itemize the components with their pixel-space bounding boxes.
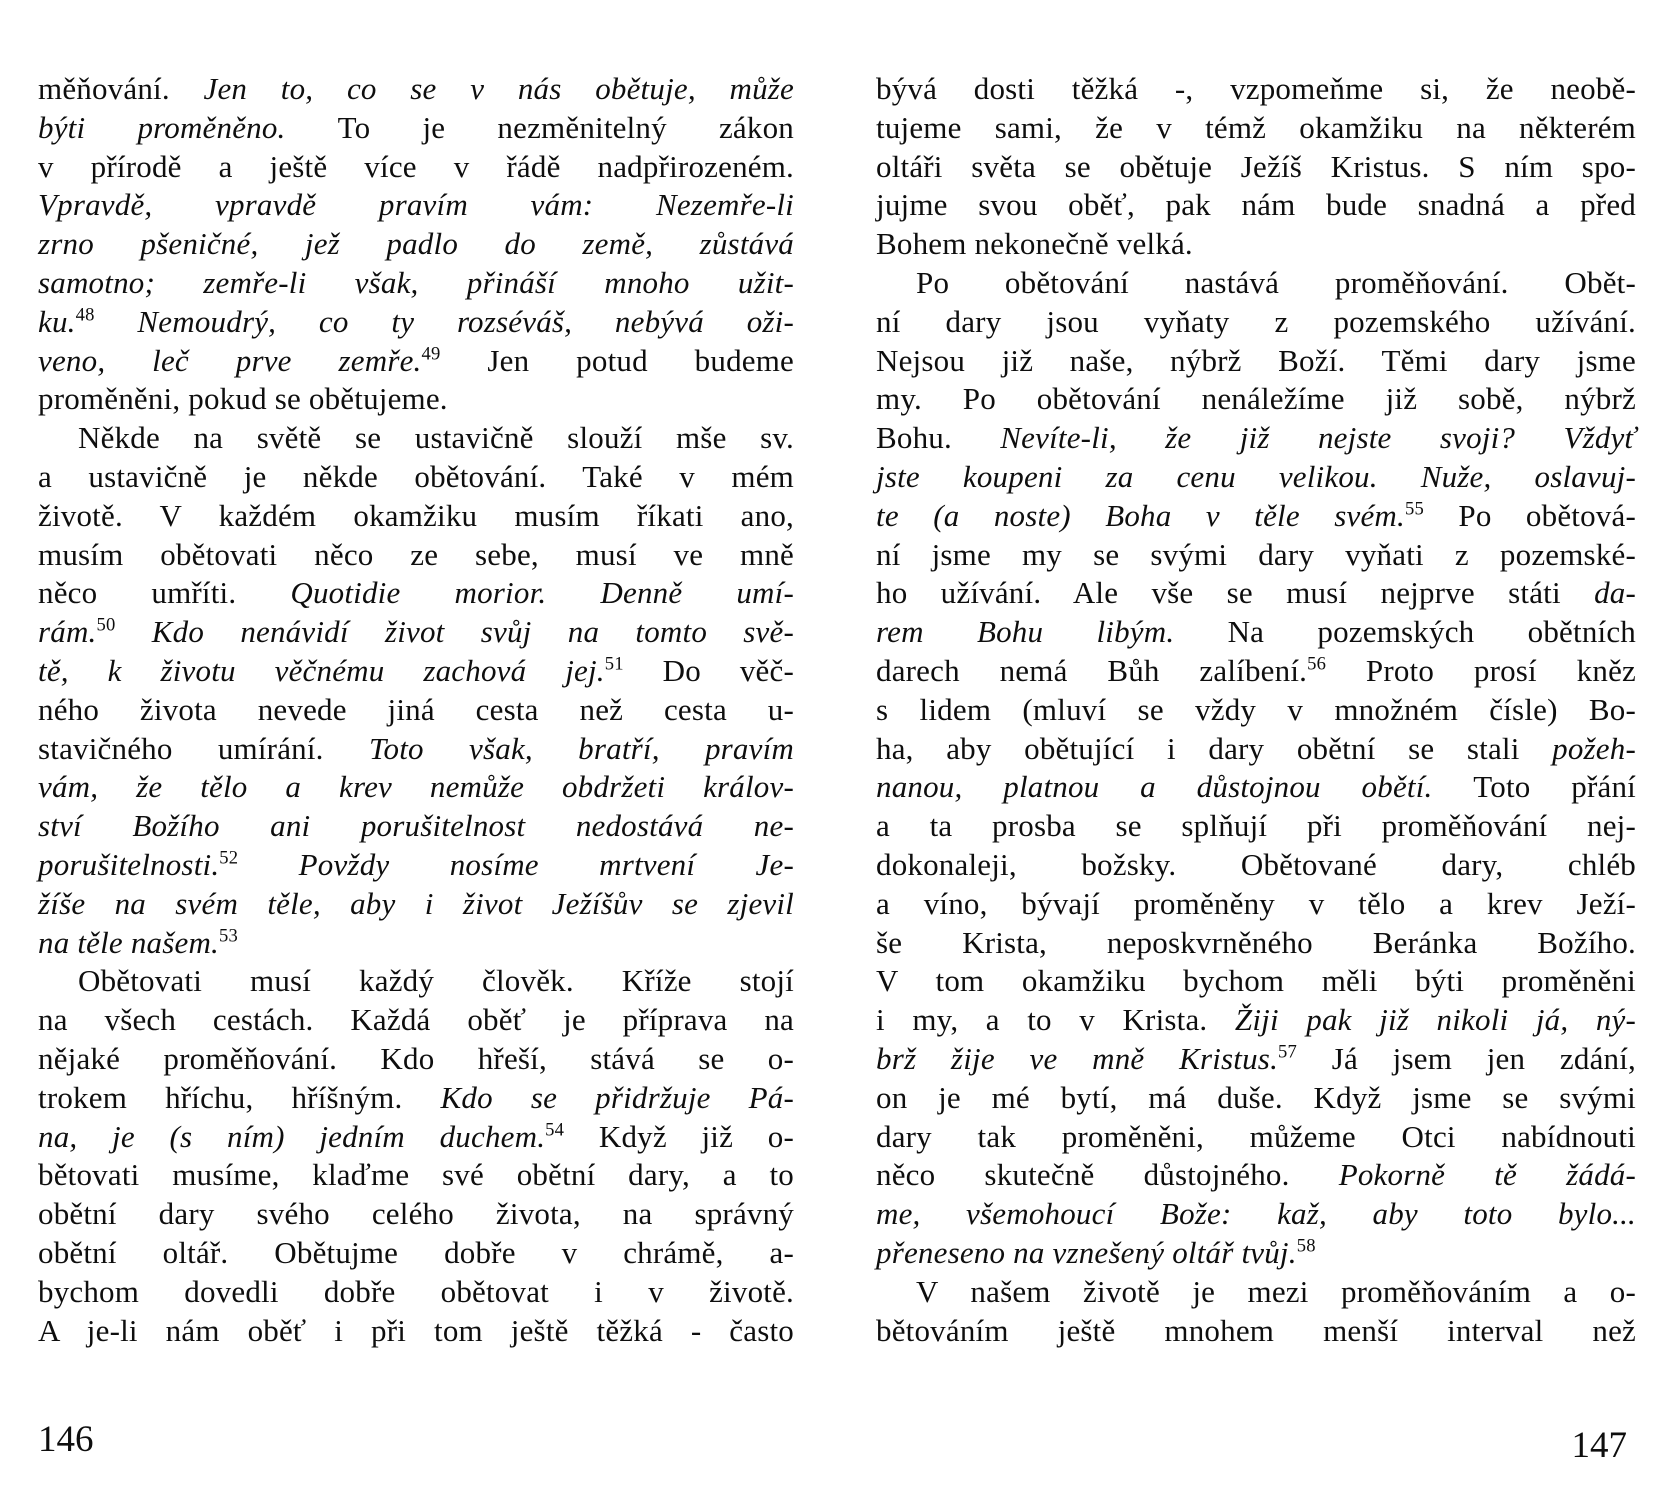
text-segment: veno, leč prve zemře. [38, 342, 422, 378]
footnote-reference: 55 [1404, 498, 1424, 520]
text-segment: ní jsme my se svými dary vyňati z pozemské- [876, 536, 1636, 572]
text-segment: me, všemohoucí Bože: kaž, aby toto bylo... [876, 1196, 1636, 1232]
text-segment: bychom dovedli dobře obětovat i v životě. [38, 1273, 794, 1309]
text-segment: zrno pšeničné, jež padlo do země, zůstává [38, 226, 794, 262]
footnote-reference: 50 [96, 614, 116, 636]
text-line [38, 380, 794, 419]
text-line [876, 924, 1636, 963]
text-segment: To je nezměnitelný zákon [337, 109, 794, 145]
text-segment: Pokorně tě žádá- [1338, 1157, 1636, 1193]
text-segment: on je mé bytí, má duše. Když jsme se svými [876, 1079, 1636, 1115]
text-segment: Po obětování nastává proměňování. Obět- [916, 264, 1636, 300]
text-segment: še Krista, neposkvrněného Beránka Božího. [876, 924, 1636, 960]
text-line [38, 303, 794, 342]
text-segment: Proto prosí kněz [1326, 652, 1636, 688]
text-segment: Jen potud budeme [440, 342, 794, 378]
text-line [38, 807, 794, 846]
text-line [876, 1079, 1636, 1118]
text-segment: brž žije ve mně Kristus. [876, 1040, 1279, 1076]
text-segment: proměněni, pokud se obětujeme. [38, 381, 448, 417]
text-segment: v přírodě a ještě více v řádě nadpřirozeném. [38, 148, 794, 184]
text-line [876, 768, 1636, 807]
text-segment: rám. [38, 614, 97, 650]
text-line [38, 652, 794, 691]
text-line [38, 1040, 794, 1079]
text-segment: darech nemá Bůh zalíbení. [876, 652, 1308, 688]
text-segment: musím obětovati něco ze sebe, musí ve mně [38, 536, 794, 572]
text-line [38, 148, 794, 187]
text-segment: vám, že tělo a krev nemůže obdržeti králov- [38, 769, 794, 805]
text-segment: dokonaleji, božsky. Obětované dary, chléb [876, 846, 1636, 882]
text-line [38, 536, 794, 575]
text-segment: ství Božího ani porušitelnost nedostává ne- [38, 808, 794, 844]
text-line [876, 885, 1636, 924]
text-line [876, 1312, 1636, 1351]
text-segment: bětovati musíme, klaďme své obětní dary, a to [38, 1157, 794, 1193]
text-segment: dary tak proměněni, můžeme Otci nabídnouti [876, 1118, 1636, 1154]
text-segment: přeneseno na vznešený oltář tvůj. [876, 1234, 1297, 1270]
text-line [876, 536, 1636, 575]
text-segment: Žiji pak již nikoli já, ný- [1234, 1002, 1636, 1038]
text-line [876, 730, 1636, 769]
text-line [876, 652, 1636, 691]
text-segment: a ustavičně je někde obětování. Také v mém [38, 458, 794, 494]
text-segment: V našem životě je mezi proměňováním a o- [916, 1273, 1636, 1309]
text-segment: Bohu. [876, 420, 1001, 456]
text-segment: Nemoudrý, co ty rozséváš, nebývá oži- [137, 303, 794, 339]
text-segment: a ta prosba se splňují při proměňování nej- [876, 808, 1636, 844]
text-segment: Quotidie morior. Denně umí- [290, 575, 794, 611]
text-segment: Povždy nosíme mrtvení Je- [298, 846, 794, 882]
text-segment: měňování. [38, 71, 204, 106]
text-segment: býti proměněno. [38, 109, 338, 145]
text-line [38, 613, 794, 652]
text-segment: Když již o- [564, 1118, 794, 1154]
text-line [876, 419, 1636, 458]
footnote-reference: 51 [604, 653, 624, 675]
text-segment: A je-li nám oběť i při tom ještě těžká - často [38, 1312, 794, 1348]
text-line [38, 186, 794, 225]
text-line [876, 574, 1636, 613]
text-segment: trokem hříchu, hříšným. [38, 1079, 441, 1115]
footnote-reference: 49 [421, 343, 441, 365]
page-number-left: 146 [38, 1419, 94, 1460]
text-segment: ha, aby obětující i dary obětní se stali [876, 730, 1553, 766]
text-segment: na, je (s ním) jedním duchem. [38, 1118, 546, 1154]
text-segment: V tom okamžiku bychom měli býti proměněni [876, 963, 1636, 999]
text-segment: my. Po obětování nenáležíme již sobě, nýbrž [876, 381, 1636, 417]
footnote-reference: 52 [219, 847, 239, 869]
text-line [38, 419, 794, 458]
text-line [876, 186, 1636, 225]
footnote-reference: 54 [545, 1119, 565, 1141]
text-segment: Já jsem jen zdání, [1297, 1040, 1636, 1076]
text-segment: životě. V každém okamžiku musím říkati ano, [38, 497, 794, 533]
text-segment: něco skutečně důstojného. [876, 1157, 1339, 1193]
footnote-reference: 53 [219, 925, 239, 947]
text-line [38, 885, 794, 924]
text-line [38, 225, 794, 264]
text-segment [238, 847, 298, 882]
text-segment: jujme svou oběť, pak nám bude snadná a před [876, 187, 1636, 223]
text-line [38, 1118, 794, 1157]
text-line [38, 574, 794, 613]
text-line [876, 1118, 1636, 1157]
text-line [38, 342, 794, 381]
text-segment: jste koupeni za cenu velikou. Nuže, oslavuj- [876, 458, 1636, 494]
text-line [38, 458, 794, 497]
text-segment: Vpravdě, vpravdě pravím vám: Nezemře-li [38, 187, 794, 223]
text-line [38, 1156, 794, 1195]
text-segment: tě, k životu věčnému zachová jej. [38, 652, 605, 688]
text-line [876, 1040, 1636, 1079]
text-segment: na všech cestách. Každá oběť je příprava na [38, 1002, 794, 1038]
text-segment: samotno; zemře-li však, přináší mnoho užit- [38, 264, 794, 300]
text-line [876, 70, 1636, 109]
text-line [38, 1312, 794, 1351]
text-segment: požeh- [1552, 730, 1636, 766]
text-line [38, 497, 794, 536]
text-segment: porušitelnosti. [38, 846, 220, 882]
text-line [876, 342, 1636, 381]
text-segment: Kdo se přidržuje Pá- [440, 1079, 795, 1115]
text-line [876, 962, 1636, 1001]
left-page-text-column [38, 70, 794, 1350]
text-segment: Do věč- [623, 652, 794, 688]
text-line [38, 768, 794, 807]
text-segment: tujeme sami, že v témž okamžiku na některém [876, 109, 1636, 145]
text-segment [116, 614, 152, 649]
text-line [38, 730, 794, 769]
text-line [876, 458, 1636, 497]
text-line [876, 1156, 1636, 1195]
text-line [876, 497, 1636, 536]
text-line [876, 264, 1636, 303]
text-line [38, 1273, 794, 1312]
text-segment: te (a noste) Boha v těle svém. [876, 497, 1405, 533]
text-segment: Bohem nekonečně velká. [876, 226, 1193, 262]
text-segment: na těle našem. [38, 924, 220, 960]
text-line [876, 846, 1636, 885]
footnote-reference: 57 [1278, 1041, 1298, 1063]
text-segment: bětováním ještě mnohem menší interval než [876, 1312, 1636, 1348]
text-segment: oltáři světa se obětuje Ježíš Kristus. S ním spo- [876, 148, 1636, 184]
text-line [38, 1195, 794, 1234]
text-segment: obětní oltář. Obětujme dobře v chrámě, a- [38, 1234, 794, 1270]
text-segment: Toto však, bratří, pravím [368, 730, 794, 766]
text-segment: žíše na svém těle, aby i život Ježíšův se zjevil [38, 885, 794, 921]
text-segment: i my, a to v Krista. [876, 1002, 1235, 1038]
text-line [876, 691, 1636, 730]
text-segment: Obětovati musí každý člověk. Kříže stojí [78, 963, 794, 999]
text-segment: Někde na světě se ustavičně slouží mše sv. [78, 420, 794, 456]
text-segment: s lidem (mluví se vždy v množném čísle) Bo- [876, 691, 1636, 727]
text-line [38, 1234, 794, 1273]
text-segment: a víno, bývají proměněny v tělo a krev Ježí- [876, 885, 1636, 921]
text-line [38, 962, 794, 1001]
text-segment: Po obětová- [1423, 497, 1636, 533]
text-segment: Nejsou již naše, nýbrž Boží. Těmi dary jsme [876, 342, 1636, 378]
text-line [38, 70, 794, 109]
text-line [38, 264, 794, 303]
footnote-reference: 56 [1307, 653, 1327, 675]
text-segment: ného života nevede jiná cesta než cesta u- [38, 691, 794, 727]
text-line [876, 807, 1636, 846]
text-line [38, 109, 794, 148]
text-segment: ku. [38, 303, 76, 339]
text-segment: Jen to, co se v nás obětuje, může [203, 71, 794, 106]
text-segment: nanou, platnou a důstojnou obětí. [876, 769, 1474, 805]
text-line [38, 924, 794, 963]
text-line [876, 303, 1636, 342]
text-line [876, 148, 1636, 187]
text-segment: obětní dary svého celého života, na správný [38, 1196, 794, 1232]
text-line [876, 613, 1636, 652]
text-line [38, 846, 794, 885]
text-segment: něco umříti. [38, 575, 291, 611]
text-segment: stavičného umírání. [38, 730, 369, 766]
text-line [38, 1001, 794, 1040]
text-segment: Kdo nenávidí život svůj na tomto svě- [151, 614, 794, 650]
text-segment: ho užívání. Ale vše se musí nejprve státi [876, 575, 1595, 611]
text-line [876, 225, 1636, 264]
text-segment: ní dary jsou vyňaty z pozemského užívání. [876, 303, 1636, 339]
text-line [876, 1273, 1636, 1312]
page-number-right: 147 [1571, 1425, 1627, 1466]
text-segment: bývá dosti těžká -, vzpomeňme si, že neobě- [876, 71, 1636, 106]
text-line [876, 1234, 1636, 1273]
text-line [876, 109, 1636, 148]
text-segment: da- [1594, 575, 1636, 611]
right-page-text-column [876, 70, 1636, 1350]
text-line [876, 1001, 1636, 1040]
text-line [876, 380, 1636, 419]
footnote-reference: 58 [1296, 1235, 1316, 1257]
text-segment: Na pozemských obětních [1227, 614, 1636, 650]
text-segment: nějaké proměňování. Kdo hřeší, stává se o- [38, 1040, 794, 1076]
text-segment: rem Bohu libým. [876, 614, 1228, 650]
text-line [38, 691, 794, 730]
text-line [876, 1195, 1636, 1234]
text-segment: Nevíte-li, že již nejste svoji? Vždyť [1000, 420, 1636, 456]
text-segment: Toto přání [1473, 769, 1636, 805]
text-segment [95, 304, 138, 339]
footnote-reference: 48 [75, 304, 95, 326]
text-line [38, 1079, 794, 1118]
